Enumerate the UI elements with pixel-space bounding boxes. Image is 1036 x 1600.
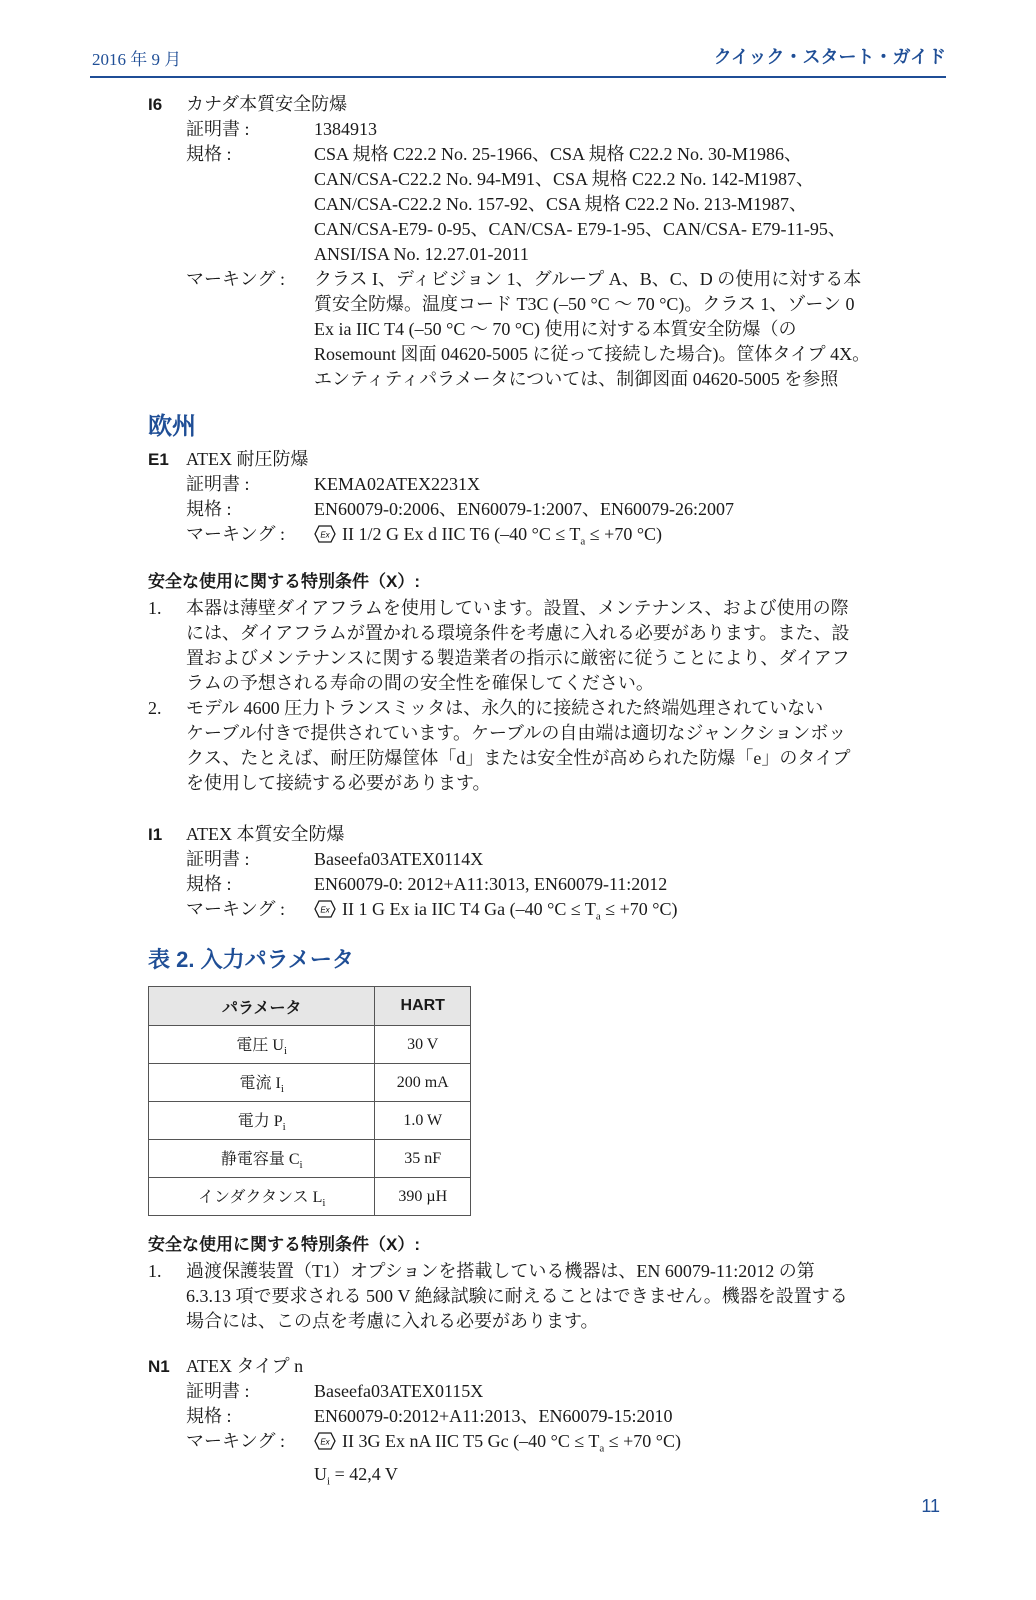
list-line: モデル 4600 圧力トランスミッタは、永久的に接続された終端処理されていない [186,697,824,718]
std-label: 規格 : [186,499,232,519]
table-cell: 電力 $P_i$ [149,1102,375,1140]
std-line: CAN/CSA-C22.2 No. 94-M91、CSA 規格 C22.2 No. 142-M1987、 [314,169,815,189]
list-number: 1. [148,597,162,618]
list-number: 2. [148,697,162,718]
cert-block-n1 [148,1354,946,1494]
cert-title: ATEX タイプ n [186,1356,304,1377]
mark-subscript: a [599,1442,605,1455]
std-label: 規格 : [186,873,232,894]
table-header-row [149,987,471,1026]
std-line: ANSI/ISA No. 12.27.01-2011 [314,244,529,264]
ui-value: $U_i = 42,4$ V [314,1463,398,1488]
table-row [149,1140,471,1178]
std-text [314,142,944,267]
document-body [148,92,946,1494]
mark-line: エンティティパラメータについては、制御図面 04620-5005 を参照 [314,369,839,389]
cert-code: I6 [148,95,163,114]
table-row [149,1102,471,1140]
table-cell: 電圧 $U_i$ [149,1026,375,1064]
svg-text:Ex: Ex [320,530,330,540]
std-text: EN60079-0:2012+A11:2013、EN60079-15:2010 [314,1406,673,1427]
cert-label: 証明書 : [186,119,250,139]
list-line: ケーブル付きで提供されています。ケーブルの自由端は適切なジャンクションボッ [186,722,847,743]
table-cell: 電流 $I_i$ [149,1064,375,1102]
conditions-heading: 安全な使用に関する特別条件（X）: [148,571,420,591]
mark-line: Ex ia IIC T4 (–50 °C ～ 70 °C) 使用に対する本質安全防爆（の [314,319,797,339]
table-cell: 30 V [375,1026,471,1064]
cert-block-e1 [148,447,946,555]
cert-title: ATEX 耐圧防爆 [186,449,309,469]
region-heading: 欧州 [148,413,196,440]
table-cell: 1.0 W [375,1102,471,1140]
cert-number: 1384913 [314,119,377,139]
mark-value: II 1/2 G Ex d IIC T6 (–40 °C ≤ T [342,524,581,544]
std-label: 規格 : [186,1406,232,1427]
cert-title: カナダ本質安全防爆 [186,94,348,114]
std-label: 規格 : [186,144,232,164]
std-text: EN60079-0:2006、EN60079-1:2007、EN60079-26:2007 [314,499,734,519]
table-row [149,1026,471,1064]
cert-label: 証明書 : [186,848,250,869]
svg-text:Ex: Ex [320,905,330,915]
svg-text:Ex: Ex [320,1437,330,1447]
header-rule [90,76,946,78]
mark-subscript: a [595,910,601,923]
mark-text [314,267,944,392]
list-item [148,1259,946,1334]
mark-line: Rosemount 図面 04620-5005 に従って接続した場合)。筐体タイプ 4X。 [314,344,871,364]
cert-title: ATEX 本質安全防爆 [186,823,345,844]
conditions-heading: 安全な使用に関する特別条件（X）: [148,1235,420,1255]
list-item [148,596,946,696]
table-cell: インダクタンス $L_i$ [149,1178,375,1216]
table-cell: 35 nF [375,1140,471,1178]
std-line: CAN/CSA-E79- 0-95、CAN/CSA- E79-1-95、CAN/CSA- E79-11-95、 [314,219,846,239]
list-item [148,696,946,796]
cert-block-i1 [148,822,946,930]
cert-number: Baseefa03ATEX0114X [314,848,484,869]
table-row [149,1064,471,1102]
cert-block-i6 [148,92,946,392]
list-line: 過渡保護装置（T1）オプションを搭載している機器は、EN 60079-11:2012 の第 [186,1261,815,1282]
list-line: を使用して接続する必要があります。 [186,772,491,793]
list-line: には、ダイアフラムが置かれる環境条件を考慮に入れる必要があります。また、設 [186,622,850,643]
input-parameter-table [148,986,471,1216]
list-line: 置およびメンテナンスに関する製造業者の指示に厳密に従うことにより、ダイアフ [186,647,850,668]
cert-label: 証明書 : [186,1381,250,1402]
mark-line: クラス I、ディビジョン 1、グループ A、B、C、D の使用に対する本 [314,269,862,289]
std-text: EN60079-0: 2012+A11:3013, EN60079-11:2012 [314,873,668,894]
mark-label: マーキング : [186,1431,285,1452]
table-row [149,1178,471,1216]
table-cell: 200 mA [375,1064,471,1102]
cert-code: E1 [148,450,169,469]
std-line: CSA 規格 C22.2 No. 25-1966、CSA 規格 C22.2 No. 30-M1986、 [314,144,803,164]
mark-text [314,897,944,930]
table-cell: 390 µH [375,1178,471,1216]
table-cell: 静電容量 $C_i$ [149,1140,375,1178]
ex-hexagon-icon [314,525,336,543]
cert-number: Baseefa03ATEX0115X [314,1381,484,1402]
list-line: クス、たとえば、耐圧防爆筐体「d」または安全性が高められた防爆「e」のタイプ [186,747,851,768]
page-number: 11 [921,1496,940,1516]
mark-value-end: ≤ +70 °C) [585,524,663,544]
page-header-date: 2016 年 9 月 [92,50,182,69]
cert-code: N1 [148,1357,170,1377]
table-title: 表 2. 入力パラメータ [148,947,354,973]
ex-hexagon-icon [314,900,336,918]
mark-label: マーキング : [186,898,285,919]
table-header: パラメータ [149,987,375,1026]
std-line: CAN/CSA-C22.2 No. 157-92、CSA 規格 C22.2 No. 213-M1987、 [314,194,808,214]
cert-code: I1 [148,824,163,844]
mark-value-end: ≤ +70 °C) [604,1431,682,1452]
mark-text [314,522,944,555]
mark-label: マーキング : [186,524,285,544]
cert-label: 証明書 : [186,474,250,494]
list-line: 6.3.13 項で要求される 500 V 絶縁試験に耐えることはできません。機器を設置する [186,1286,848,1307]
page-header-guide-title: クイック・スタート・ガイド [713,47,946,67]
table-header: HART [375,987,471,1026]
mark-line: 質安全防爆。温度コード T3C (–50 °C ～ 70 °C)。クラス 1、ゾーン 0 [314,294,855,314]
list-line: ラムの予想される寿命の間の安全性を確保してください。 [186,672,654,693]
mark-value: II 3G Ex nA IIC T5 Gc (–40 °C ≤ T [342,1431,600,1452]
cert-number: KEMA02ATEX2231X [314,474,480,494]
list-line: 本器は薄壁ダイアフラムを使用しています。設置、メンテナンス、および使用の際 [186,597,849,618]
mark-value: II 1 G Ex ia IIC T4 Ga (–40 °C ≤ T [342,898,596,919]
mark-label: マーキング : [186,269,285,289]
ex-hexagon-icon [314,1432,336,1450]
mark-text [314,1429,944,1462]
list-number: 1. [148,1261,162,1282]
list-line: 場合には、この点を考慮に入れる必要があります。 [186,1311,599,1332]
mark-subscript: a [580,535,586,548]
mark-value-end: ≤ +70 °C) [600,898,678,919]
